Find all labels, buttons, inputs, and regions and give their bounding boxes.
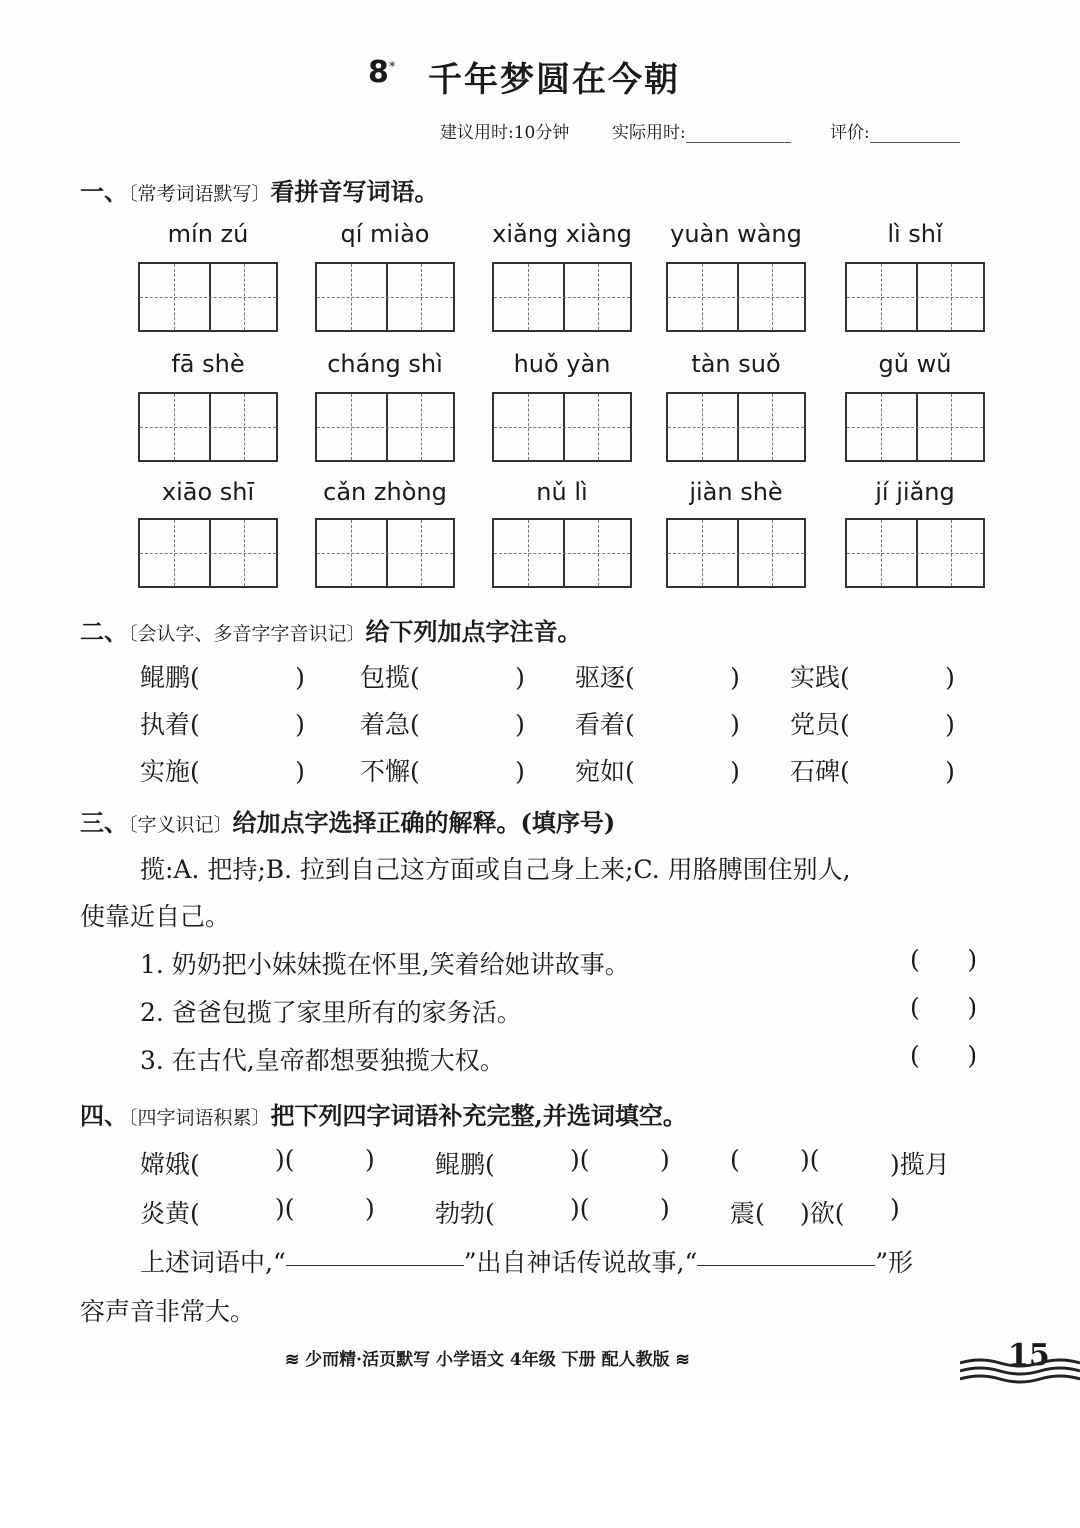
writing-grid[interactable]: [666, 262, 806, 332]
idiom-fragment: 鲲鹏(: [435, 1150, 495, 1179]
idiom-fragment: 勃勃(: [435, 1199, 495, 1228]
annotation-item: [575, 752, 740, 788]
item-word: 不懈: [360, 757, 411, 786]
idiom-fragment: )(: [275, 1145, 295, 1174]
idiom-fragment: )(: [570, 1194, 590, 1223]
section-4-heading: 四、〔四字词语积累〕把下列四字词语补充完整,并选词填空。: [80, 1101, 687, 1130]
pinyin-label: huǒ yàn: [513, 350, 611, 378]
answer-paren[interactable]: ( ): [625, 663, 740, 692]
item-word: 执着: [140, 710, 191, 739]
writing-grid[interactable]: [845, 392, 985, 462]
answer-paren[interactable]: ( ): [410, 757, 525, 786]
idiom-fragment: )揽月: [890, 1150, 950, 1179]
page-number: 15: [1008, 1338, 1050, 1373]
wave-decoration: [960, 1355, 1080, 1385]
idiom-fragment: (: [730, 1145, 740, 1174]
page-title: 千年梦圆在今朝: [428, 60, 680, 100]
pinyin-label: cǎn zhòng: [323, 478, 447, 506]
writing-grid[interactable]: [845, 262, 985, 332]
answer-paren[interactable]: ( ): [190, 710, 305, 739]
fill-sentence: 上述词语中,“ ”出自神话传说故事,“ ”形: [140, 1248, 914, 1277]
item-word: 石碑: [790, 757, 841, 786]
pinyin-label: jiàn shè: [689, 478, 783, 506]
section-2-heading: 二、〔会认字、多音字字音识记〕给下列加点字注音。: [80, 617, 582, 646]
writing-grid[interactable]: [138, 392, 278, 462]
writing-grid[interactable]: [492, 518, 632, 588]
question-1: 1. 奶奶把小妹妹揽在怀里,笑着给她讲故事。: [140, 950, 630, 979]
idiom-fragment: )欲(: [800, 1199, 845, 1228]
annotation-item: [140, 658, 305, 694]
actual-time: 实际用时:: [612, 118, 791, 143]
pinyin-label: jí jiǎng: [875, 478, 955, 506]
pinyin-label: qí miào: [340, 220, 430, 248]
annotation-item: [140, 705, 305, 741]
answer-paren[interactable]: ( ): [625, 710, 740, 739]
item-word: 党员: [790, 710, 841, 739]
answer-paren[interactable]: ( ): [840, 710, 955, 739]
idiom-fragment: 炎黄(: [140, 1199, 200, 1228]
answer-blank-2[interactable]: ( ): [910, 993, 978, 1022]
answer-paren[interactable]: ( ): [840, 663, 955, 692]
pinyin-label: xiǎng xiàng: [492, 220, 632, 248]
item-word: 宛如: [575, 757, 626, 786]
section-1-heading: 一、〔常考词语默写〕看拼音写词语。: [80, 177, 439, 206]
idiom-fragment: ): [660, 1194, 670, 1223]
writing-grid[interactable]: [492, 392, 632, 462]
writing-grid[interactable]: [666, 392, 806, 462]
pinyin-label: nǔ lì: [536, 478, 588, 506]
annotation-item: [790, 705, 955, 741]
definition-line-2: 使靠近自己。: [80, 902, 231, 931]
annotation-item: [360, 752, 525, 788]
item-word: 看着: [575, 710, 626, 739]
question-2: 2. 爸爸包揽了家里所有的家务活。: [140, 998, 522, 1027]
answer-paren[interactable]: ( ): [190, 757, 305, 786]
annotation-item: [360, 705, 525, 741]
annotation-item: [360, 658, 525, 694]
writing-grid[interactable]: [492, 262, 632, 332]
pinyin-label: gǔ wǔ: [878, 350, 952, 378]
annotation-item: [575, 705, 740, 741]
idiom-fragment: )(: [275, 1194, 295, 1223]
pinyin-label: mín zú: [167, 220, 249, 248]
answer-paren[interactable]: ( ): [410, 663, 525, 692]
annotation-item: [790, 658, 955, 694]
item-word: 实践: [790, 663, 841, 692]
idiom-fragment: )(: [800, 1145, 820, 1174]
annotation-item: [140, 752, 305, 788]
writing-grid[interactable]: [138, 518, 278, 588]
item-word: 着急: [360, 710, 411, 739]
fill-blank-2[interactable]: [697, 1264, 875, 1266]
writing-grid[interactable]: [845, 518, 985, 588]
answer-blank-1[interactable]: ( ): [910, 945, 978, 974]
idiom-fragment: 嫦娥(: [140, 1150, 200, 1179]
writing-grid[interactable]: [315, 392, 455, 462]
answer-blank-3[interactable]: ( ): [910, 1041, 978, 1070]
definition-line-1: 揽:A. 把持;B. 拉到自己这方面或自己身上来;C. 用胳膊围住别人,: [140, 855, 851, 884]
lesson-number: 8*: [368, 55, 396, 90]
pinyin-label: xiāo shī: [161, 478, 255, 506]
idiom-fragment: 震(: [730, 1199, 765, 1228]
pinyin-label: tàn suǒ: [691, 350, 781, 378]
item-word: 包揽: [360, 663, 411, 692]
section-3-heading: 三、〔字义识记〕给加点字选择正确的解释。(填序号): [80, 808, 616, 837]
fill-blank-1[interactable]: [286, 1264, 464, 1266]
writing-grid[interactable]: [138, 262, 278, 332]
answer-paren[interactable]: ( ): [840, 757, 955, 786]
answer-paren[interactable]: ( ): [410, 710, 525, 739]
pinyin-label: yuàn wàng: [670, 220, 802, 248]
fill-sentence-line-2: 容声音非常大。: [80, 1297, 256, 1326]
idiom-fragment: )(: [570, 1145, 590, 1174]
pinyin-label: lì shǐ: [887, 220, 943, 248]
idiom-fragment: ): [365, 1145, 375, 1174]
answer-paren[interactable]: ( ): [190, 663, 305, 692]
idiom-fragment: ): [890, 1194, 900, 1223]
pinyin-label: fā shè: [171, 350, 245, 378]
rating: 评价:: [830, 118, 960, 143]
idiom-fragment: ): [660, 1145, 670, 1174]
answer-paren[interactable]: ( ): [625, 757, 740, 786]
item-word: 驱逐: [575, 663, 626, 692]
suggested-time: 建议用时:10分钟: [440, 123, 570, 143]
pinyin-label: cháng shì: [327, 350, 443, 378]
idiom-fragment: ): [365, 1194, 375, 1223]
writing-grid[interactable]: [315, 262, 455, 332]
annotation-item: [790, 752, 955, 788]
footer-text: ≋ 少而精·活页默写 小学语文 4年级 下册 配人教版 ≋: [285, 1350, 690, 1370]
annotation-item: [575, 658, 740, 694]
question-3: 3. 在古代,皇帝都想要独揽大权。: [140, 1046, 505, 1075]
item-word: 实施: [140, 757, 191, 786]
writing-grid[interactable]: [315, 518, 455, 588]
writing-grid[interactable]: [666, 518, 806, 588]
item-word: 鲲鹏: [140, 663, 191, 692]
